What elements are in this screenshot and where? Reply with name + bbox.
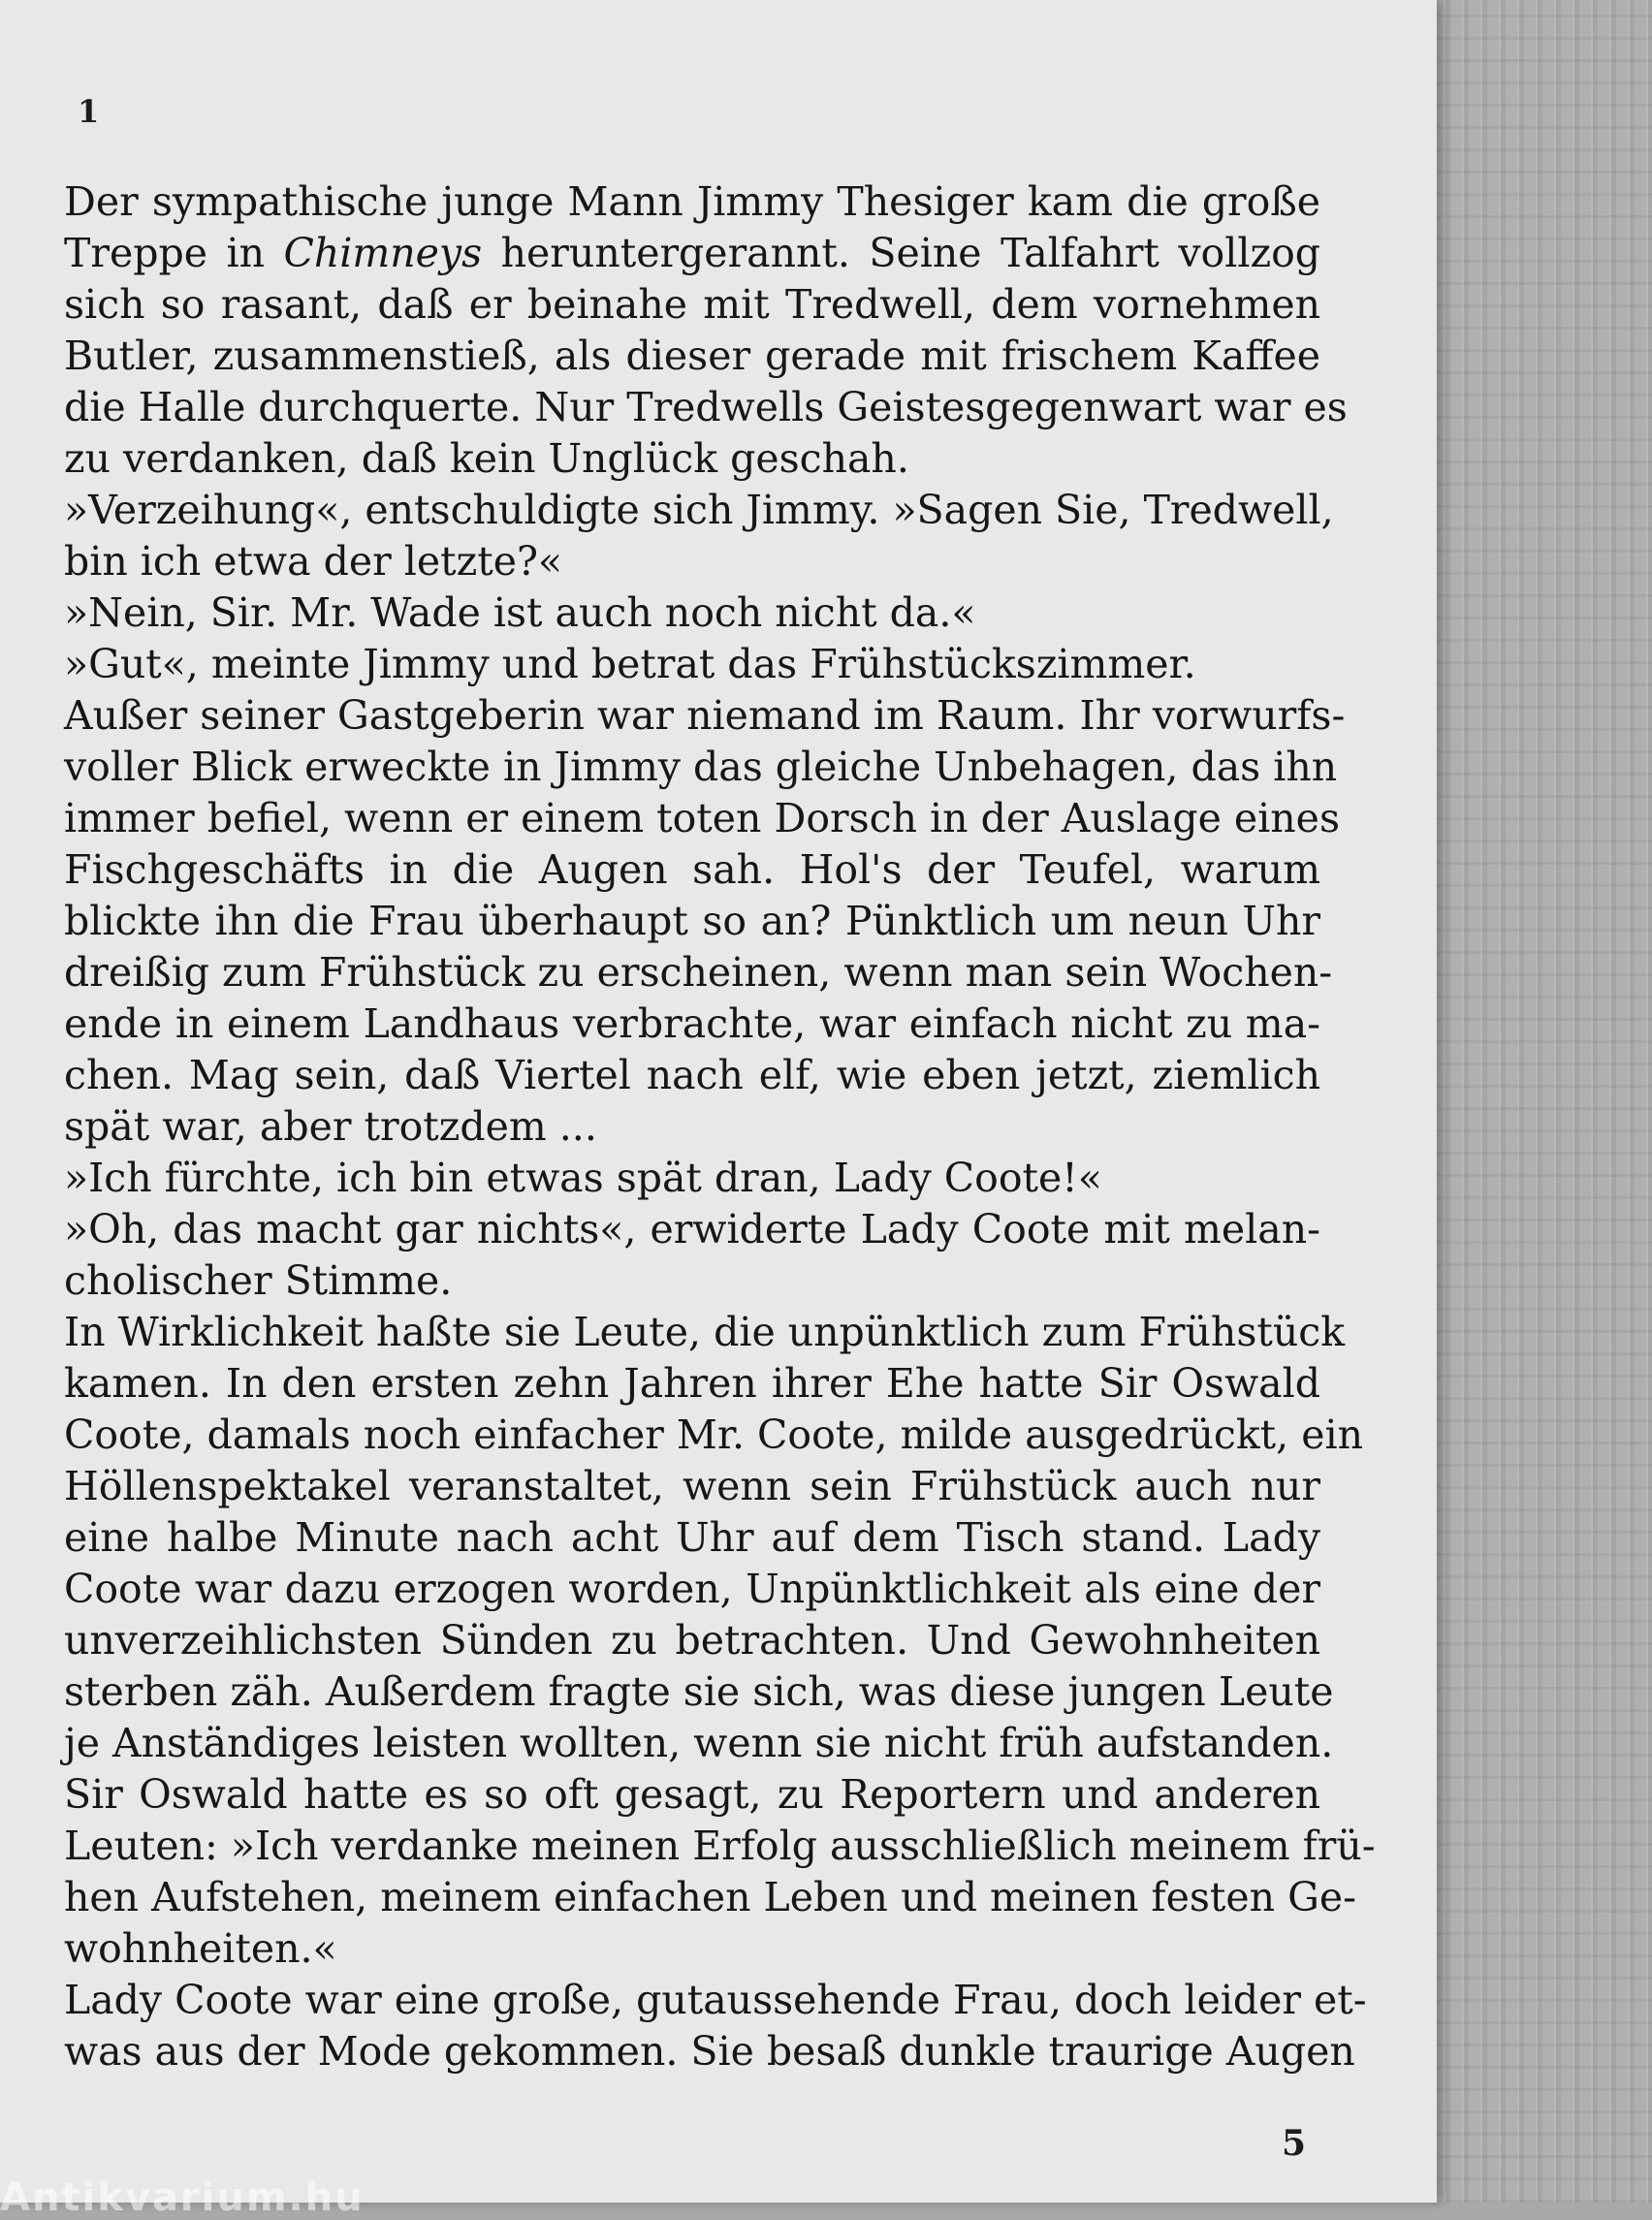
paragraph	[64, 1307, 1376, 1975]
text-line: eine halbe Minute nach acht Uhr auf dem Tisch stand. Lady	[64, 1514, 1320, 1561]
chapter-number: 1	[78, 93, 100, 130]
text-line: wohnheiten.«	[64, 1925, 337, 1972]
text-line: Coote war dazu erzogen worden, Unpünktlichkeit als eine der	[64, 1566, 1320, 1612]
text-line: immer befiel, wenn er einem toten Dorsch in der Auslage eines	[64, 795, 1340, 841]
paragraph	[64, 587, 1320, 639]
text-line: kamen. In den ersten zehn Jahren ihrer Ehe hatte Sir Oswald	[64, 1360, 1320, 1407]
page-number: 5	[1282, 2123, 1307, 2164]
background-surface	[1425, 0, 1652, 2203]
text-line: chen. Mag sein, daß Viertel nach elf, wie eben jetzt, ziemlich	[64, 1052, 1320, 1098]
text-line: voller Blick erweckte in Jimmy das gleiche Unbehagen, das ihn	[64, 744, 1338, 790]
text-line: was aus der Mode gekommen. Sie besaß dunkle traurige Augen	[64, 2028, 1355, 2075]
text-line: dreißig zum Frühstück zu erscheinen, wenn man sein Wochen-	[64, 949, 1333, 996]
text-line: ende in einem Landhaus verbrachte, war einfach nicht zu ma-	[64, 1000, 1320, 1047]
text-line: spät war, aber trotzdem ...	[64, 1103, 597, 1150]
text-line: Außer seiner Gastgeberin war niemand im Raum. Ihr vorwurfs-	[64, 692, 1346, 739]
text-line: sich so rasant, daß er beinahe mit Tredwell, dem vornehmen	[64, 281, 1320, 328]
text-line: die Halle durchquerte. Nur Tredwells Geistesgegenwart war es	[64, 384, 1348, 430]
text-line: »Nein, Sir. Mr. Wade ist auch noch nicht da.«	[64, 589, 976, 636]
text-line: Lady Coote war eine große, gutaussehende Frau, doch leider et-	[64, 1977, 1367, 2023]
text-line: bin ich etwa der letzte?«	[64, 538, 563, 585]
text-line: »Ich fürchte, ich bin etwas spät dran, Lady Coote!«	[64, 1155, 1102, 1201]
text-line: »Verzeihung«, entschuldigte sich Jimmy. »Sagen Sie, Tredwell,	[64, 487, 1334, 533]
text-line: Leuten: »Ich verdanke meinen Erfolg ausschließlich meinem frü-	[64, 1823, 1376, 1869]
text-line: je Anständiges leisten wollten, wenn sie nicht früh aufstanden.	[64, 1720, 1334, 1766]
text-line: hen Aufstehen, meinem einfachen Leben und meinen festen Ge-	[64, 1874, 1356, 1920]
text-line: Treppe in Chimneys heruntergerannt. Seine Talfahrt vollzog	[64, 230, 1320, 276]
text-line: Sir Oswald hatte es so oft gesagt, zu Reportern und anderen	[64, 1771, 1320, 1818]
text-line: Höllenspektakel veranstaltet, wenn sein Frühstück auch nur	[64, 1463, 1320, 1509]
text-line: In Wirklichkeit haßte sie Leute, die unpünktlich zum Frühstück	[64, 1309, 1346, 1355]
paragraph	[64, 1204, 1320, 1307]
text-line: unverzeihlichsten Sünden zu betrachten. Und Gewohnheiten	[64, 1617, 1320, 1664]
text-line: »Gut«, meinte Jimmy und betrat das Frühstückszimmer.	[64, 641, 1196, 687]
watermark-text: Antikvarium.hu	[0, 2175, 365, 2220]
text-line: Fischgeschäfts in die Augen sah. Hol's der Teufel, warum	[64, 846, 1320, 893]
paragraph	[64, 1975, 1367, 2077]
text-line: Der sympathische junge Mann Jimmy Thesiger kam die große	[64, 178, 1320, 225]
body-text	[64, 176, 1376, 2077]
paragraph	[64, 1153, 1320, 1204]
text-line: cholischer Stimme.	[64, 1257, 453, 1304]
text-line: Coote, damals noch einfacher Mr. Coote, milde ausgedrückt, ein	[64, 1411, 1364, 1458]
text-line: »Oh, das macht gar nichts«, erwiderte Lady Coote mit melan-	[64, 1206, 1320, 1253]
text-line: sterben zäh. Außerdem fragte sie sich, was diese jungen Leute	[64, 1668, 1334, 1715]
text-line: blickte ihn die Frau überhaupt so an? Pünktlich um neun Uhr	[64, 898, 1320, 944]
paragraph	[64, 690, 1346, 1153]
text-line: zu verdanken, daß kein Unglück geschah.	[64, 435, 909, 482]
paragraph	[64, 176, 1348, 485]
paragraph	[64, 485, 1334, 587]
paragraph	[64, 639, 1320, 690]
text-line: Butler, zusammenstieß, als dieser gerade mit frischem Kaffee	[64, 333, 1320, 379]
emphasis: Chimneys	[283, 230, 483, 276]
